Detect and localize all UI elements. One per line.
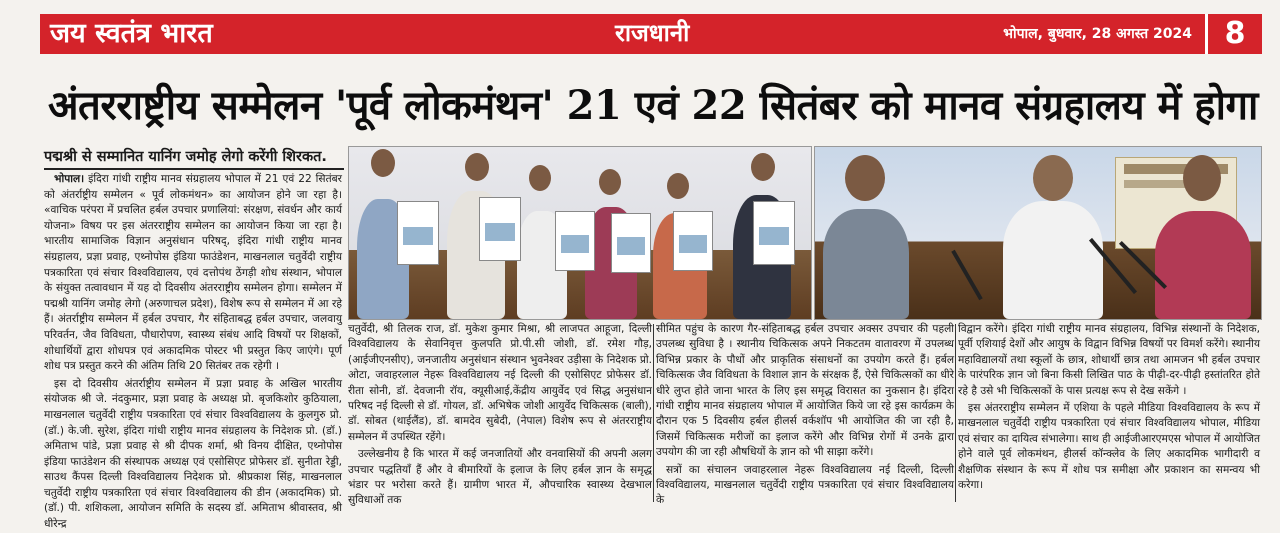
release-poster [479, 197, 521, 261]
headline: अंतरराष्ट्रीय सम्मेलन 'पूर्व लोकमंथन' 21 एवं 22 सितंबर को मानव संग्रहालय में होगा [48, 82, 1258, 129]
subheadline: पद्मश्री से सम्मानित यानिंग जमोह लेगो करेंगी शिरकत. [44, 146, 344, 170]
column-divider [653, 324, 654, 502]
article-paragraph: सीमित पहुंच के कारण गैर-संहिताबद्ध हर्बल उपचार अक्सर उपचार की पहली उपलब्ध सुविधा है । स्थानीय चिकित्सक अपने निकटतम वातावरण में उपलब्ध विभिन्न प्रकार के पौधों और प्राकृतिक संसाधनों का उपयोग करते हैं। हर्बल चिकित्सक जैव विविधता के विशाल ज्ञान के संरक्षक हैं, ऐसे चिकित्सकों का धीरे धीरे लुप्त होते जाना भारत के लिए इस समृद्ध विरासत का नुकसान है। इंदिरा गांधी राष्ट्रीय मानव संग्रहालय भोपाल में आयोजित किये जा रहे इस कार्यक्रम के दौरान एक 5 दिवसीय हर्बल हीलर्स वर्कशॉप भी आयोजित की जा रही है, जिसमें चिकित्सक मरीजों का इलाज करेंगे और विभिन्न रोगों में उनके द्वारा उपयोग की जा रही औषधियों के ज्ञान को भी साझा करेंगे। [656, 323, 954, 459]
photo-person [823, 209, 909, 319]
article-paragraph: चतुर्वेदी, श्री तिलक राज, डॉ. मुकेश कुमार मिश्रा, श्री लाजपत आहूजा, दिल्ली विश्वविद्यालय के सेवानिवृत्त कुलपति प्रो.पी.सी जोशी, डॉ. रमेश गौड़, (आईजीएनसीए), जनजातीय अनुसंधान संस्थान भुवनेश्वर उड़ीसा के निदेशक प्रो. ओटा, जवाहरलाल नेहरू विश्वविद्यालय नई दिल्ली की एसोसिएट प्रोफेसर डॉ. रीता सोनी, डॉ. देवजानी रॉय, क्यूसीआई,केंद्रीय आयुर्वेद एवं सिद्ध अनुसंधान परिषद नई दिल्ली से डॉ. गोयल, डॉ. अभिषेक जोशी आयुर्वेद चिकित्सक (बाली), डॉ. सोबत (थाईलैंड), डॉ. बामदेव सुबेदी, (नेपाल) विशेष रूप से अंतरराष्ट्रीय सम्मेलन में उपस्थित रहेंगे। [348, 323, 652, 443]
release-poster [673, 211, 713, 271]
photo-person-head [751, 153, 775, 181]
photo-person-head [845, 155, 885, 201]
article-column-1 [44, 172, 343, 531]
release-poster [555, 211, 595, 271]
photo-person [1003, 201, 1103, 319]
photo-person-head [1033, 155, 1073, 201]
photo-person-head [465, 153, 489, 181]
event-photo-poster-release [348, 146, 812, 320]
article-paragraph: सत्रों का संचालन जवाहरलाल नेहरू विश्वविद्यालय नई दिल्ली, दिल्ली विश्वविद्यालय, माखनलाल चतुर्वेदी राष्ट्रीय पत्रकारिता एवं संचार विश्वविद्यालय के [656, 463, 954, 507]
event-photo-panel [814, 146, 1262, 320]
photo-person-head [599, 169, 621, 195]
release-poster [611, 213, 651, 273]
article-paragraph: इस अंतरराष्ट्रीय सम्मेलन में एशिया के पहले मीडिया विश्वविद्यालय के रूप में माखनलाल चतुर्वेदी राष्ट्रीय पत्रकारिता एवं संचार विश्वविद्यालय भोपाल, मीडिया एवं संचार का दायित्व संभालेगा। साथ ही आईजीआरएमएस भोपाल में आयोजित होने वाले पूर्व लोकमंथन, हीलर्स कॉन्क्लेव के लिए अकादमिक भागीदारी व शैक्षणिक संस्थान के रूप में शोध पत्र समीक्षा और प्रकाशन का समन्वय भी करेगा। [958, 402, 1260, 492]
section-name: राजधानी [615, 19, 690, 47]
paragraph-text: इंदिरा गांधी राष्ट्रीय मानव संग्रहालय भोपाल में 21 एवं 22 सितंबर को अंतर्राष्ट्रीय सम्मेलन « पूर्व लोकमंथन» का आयोजन होने जा रहा है। «वाचिक परंपरा में प्रचलित हर्बल उपचार प्रणालियां: संरक्षण, संवर्धन और कार्य योजना» विषय पर इस अंतरराष्ट्रीय सम्मेलन का आयोजन किया जा रहा है। भारतीय सामाजिक विज्ञान अनुसंधान परिषद्, इंदिरा गांधी राष्ट्रीय मानव संग्रहालय, प्रज्ञा प्रवाह, एथ्नोपोस इंडिया फाउंडेशन, माखनलाल चतुर्वेदी राष्ट्रीय पत्रकारिता एवं संचार विश्वविद्यालय, एवं दत्तोपंथ ठेंगड़ी शोध संस्थान, भोपाल के संयुक्त तत्वावधान में यह दो दिवसीय अंतरराष्ट्रीय सम्मेलन होगा। सम्मेलन में पद्मश्री यानिंग जमोह लेगो (अरुणाचल प्रदेश), विशेष रूप से सम्मेलन में आ रहे हैं। अंतर्राष्ट्रीय सम्मेलन में हर्बल उपचार, गैर संहिताबद्ध हर्बल उपचार, जलवायु परिवर्तन, जैव विविधता, पौधारोपण, स्वास्थ्य संबंध आदि विषयों पर शिक्षकों, शोधार्थियों द्वारा शोधपत्र एवं अकादमिक पोस्टर भी प्रस्तुत किए जाएंगे। पूर्ण शोध पत्र प्रस्तुत करने की अंतिम तिथि 20 सितंबर तक रहेगी । [44, 173, 343, 373]
masthead [40, 14, 1262, 54]
microphone [951, 250, 982, 300]
photo-person-head [667, 173, 689, 199]
article-column-2 [348, 322, 652, 507]
photo-person-head [371, 149, 395, 177]
release-poster [397, 201, 439, 265]
column-divider [955, 324, 956, 502]
article-column-4 [958, 322, 1260, 502]
photo-person-head [529, 165, 551, 191]
issue-dateline: भोपाल, बुधवार, 28 अगस्त 2024 [1003, 26, 1192, 42]
newspaper-name: जय स्वतंत्र भारत [50, 18, 213, 49]
page-number: 8 [1205, 14, 1262, 54]
release-poster [753, 201, 795, 265]
photo-person [1155, 211, 1251, 319]
article-dateline: भोपाल। [54, 173, 85, 185]
article-paragraph: इस दो दिवसीय अंतर्राष्ट्रीय सम्मेलन में प्रज्ञा प्रवाह के अखिल भारतीय संयोजक श्री जे. नंदकुमार, प्रज्ञा प्रवाह के अध्यक्ष प्रो. बृजकिशोर कुठियाला, माखनलाल चतुर्वेदी राष्ट्रीय पत्रकारिता एवं संचार विश्वविद्यालय के कुलगुरु प्रो. (डॉ.) के.जी. सुरेश, इंदिरा गांधी राष्ट्रीय मानव संग्रहालय के निदेशक प्रो. (डॉ.) अमिताभ पांडे, प्रज्ञा प्रवाह से श्री दीपक शर्मा, श्री विनय दीक्षित, एथ्नोपोस इंडिया फाउंडेशन की संस्थापक अध्यक्ष एवं एसोसिएट प्रोफेसर डॉ. सुनीता रेड्डी, साउथ कैंपस दिल्ली विश्वविद्यालय निदेशक प्रो. श्रीप्रकाश सिंह, माखनलाल चतुर्वेदी राष्ट्रीय पत्रकारिता एवं संचार विश्वविद्यालय की डीन (अकादमिक) प्रो. (डॉ.) पी. शशिकला, आयोजन समिति के सदस्य डॉ. अमिताभ श्रीवास्तव, श्री धीरेन्द्र [44, 377, 342, 531]
article-paragraph [44, 172, 342, 375]
article-paragraph: विद्वान करेंगे। इंदिरा गांधी राष्ट्रीय मानव संग्रहालय, विभिन्न संस्थानों के निदेशक, पूर्वी एशियाई देशों और आयुष के विद्वान विभिन्न विषयों पर विमर्श करेंगे। स्थानीय महाविद्यालयों तथा स्कूलों के छात्र, शोधार्थी छात्र तथा आमजन भी हर्बल उपचार के पारंपरिक ज्ञान जो बिना किसी लिखित पाठ के पीढ़ी-दर-पीढ़ी हस्तांतरित होते रहे है उसे भी चिकित्सकों के पास प्रत्यक्ष रूप से देख सकेंगे । [958, 323, 1260, 397]
article-paragraph: उल्लेखनीय है कि भारत में कई जनजातियों और वनवासियों की अपनी अलग उपचार पद्धतियाँ हैं और वे बीमारियों के इलाज के लिए हर्बल ज्ञान के समृद्ध भंडार पर भरोसा करते हैं। ग्रामीण भारत में, औपचारिक स्वास्थ्य देखभाल सुविधाओं तक [348, 448, 652, 507]
photo-person-head [1183, 155, 1221, 201]
article-column-3 [656, 322, 954, 507]
